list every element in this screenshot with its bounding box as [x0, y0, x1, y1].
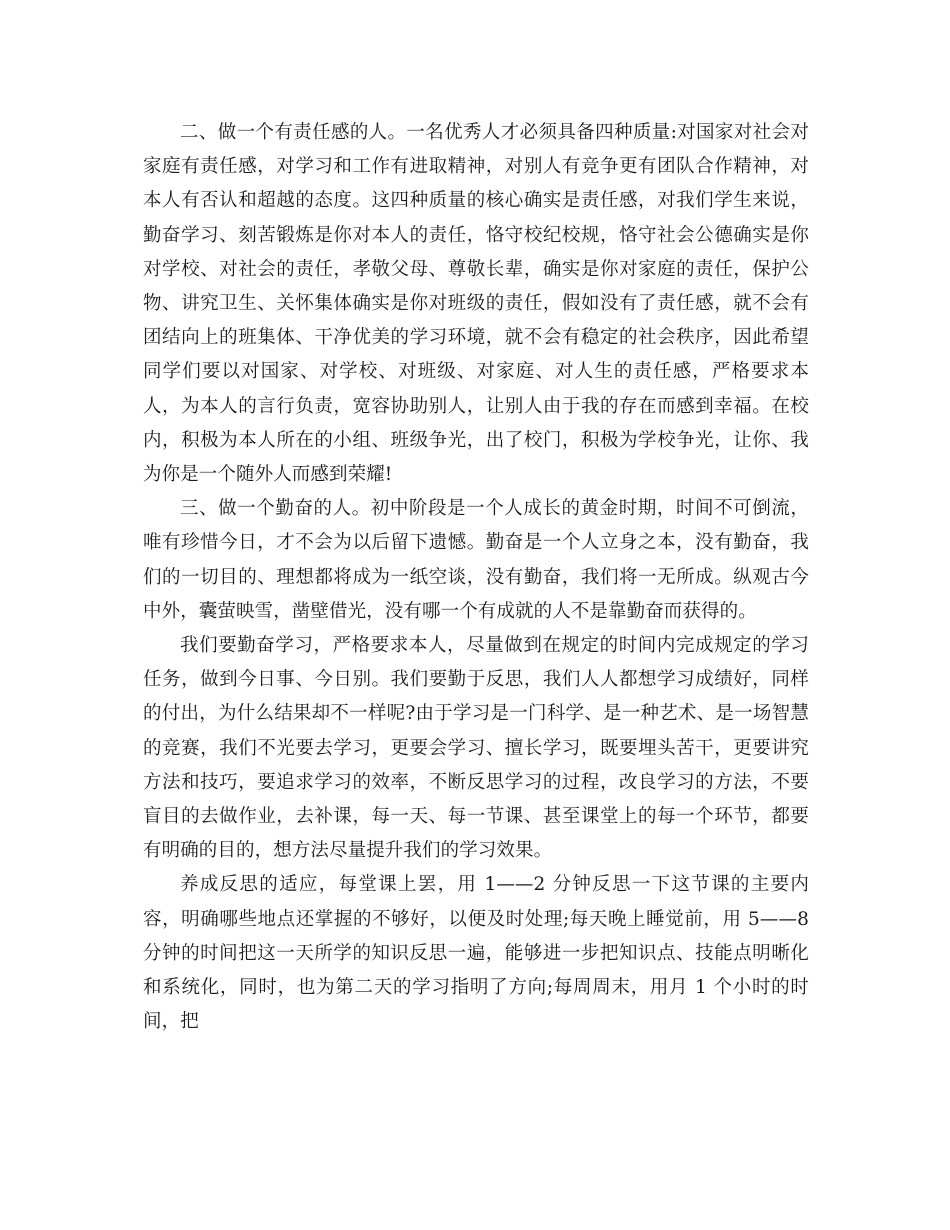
document-body	[143, 116, 809, 1039]
paragraph-diligence: 三、做一个勤奋的人。初中阶段是一个人成长的黄金时期，时间不可倒流，唯有珍惜今日，才不会为以后留下遗憾。勤奋是一个人立身之本，没有勤奋，我们的一切目的、理想都将成为一纸空谈，没有勤奋，我们将一无所成。纵观古今中外，囊萤映雪，凿壁借光，没有哪一个有成就的人不是靠勤奋而获得的。	[143, 498, 809, 622]
paragraph-study-diligently: 我们要勤奋学习，严格要求本人，尽量做到在规定的时间内完成规定的学习任务，做到今日事、今日别。我们要勤于反思，我们人人都想学习成绩好，同样的付出，为什么结果却不一样呢?由于学习是一门科学、是一种艺术、是一场智慧的竞赛，我们不光要去学习，更要会学习、擅长学习，既要埋头苦干，更要讲究方法和技巧，要追求学习的效率，不断反思学习的过程，改良学习的方法，不要盲目的去做作业，去补课，每一天、每一节课、甚至课堂上的每一个环节，都要有明确的目的，想方法尽量提升我们的学习效果。	[143, 635, 809, 862]
paragraph-responsibility: 二、做一个有责任感的人。一名优秀人才必须具备四种质量:对国家对社会对家庭有责任感，对学习和工作有进取精神，对别人有竞争更有团队合作精神，对本人有否认和超越的态度。这四种质量的核心确实是责任感，对我们学生来说，勤奋学习、刻苦锻炼是你对本人的责任，恪守校纪校规，恪守社会公德确实是你对学校、对社会的责任，孝敬父母、尊敬长辈，确实是你对家庭的责任，保护公物、讲究卫生、关怀集体确实是你对班级的责任，假如没有了责任感，就不会有团结向上的班集体、干净优美的学习环境，就不会有稳定的社会秩序，因此希望同学们要以对国家、对学校、对班级、对家庭、对人生的责任感，严格要求本人，为本人的言行负责，宽容协助别人，让别人由于我的存在而感到幸福。在校内，积极为本人所在的小组、班级争光，出了校门，积极为学校争光，让你、我为你是一个随外人而感到荣耀!	[143, 122, 809, 486]
paragraph-reflection-habit: 养成反思的适应，每堂课上罢，用 1——2 分钟反思一下这节课的主要内容，明确哪些地点还掌握的不够好，以便及时处理;每天晚上睡觉前，用 5——8 分钟的时间把这一天所学的知识反思一遍，能够进一步把知识点、技能点明晰化和系统化，同时，也为第二天的学习指明了方向;每周周末，用月 1 个小时的时间，把	[143, 874, 809, 1033]
